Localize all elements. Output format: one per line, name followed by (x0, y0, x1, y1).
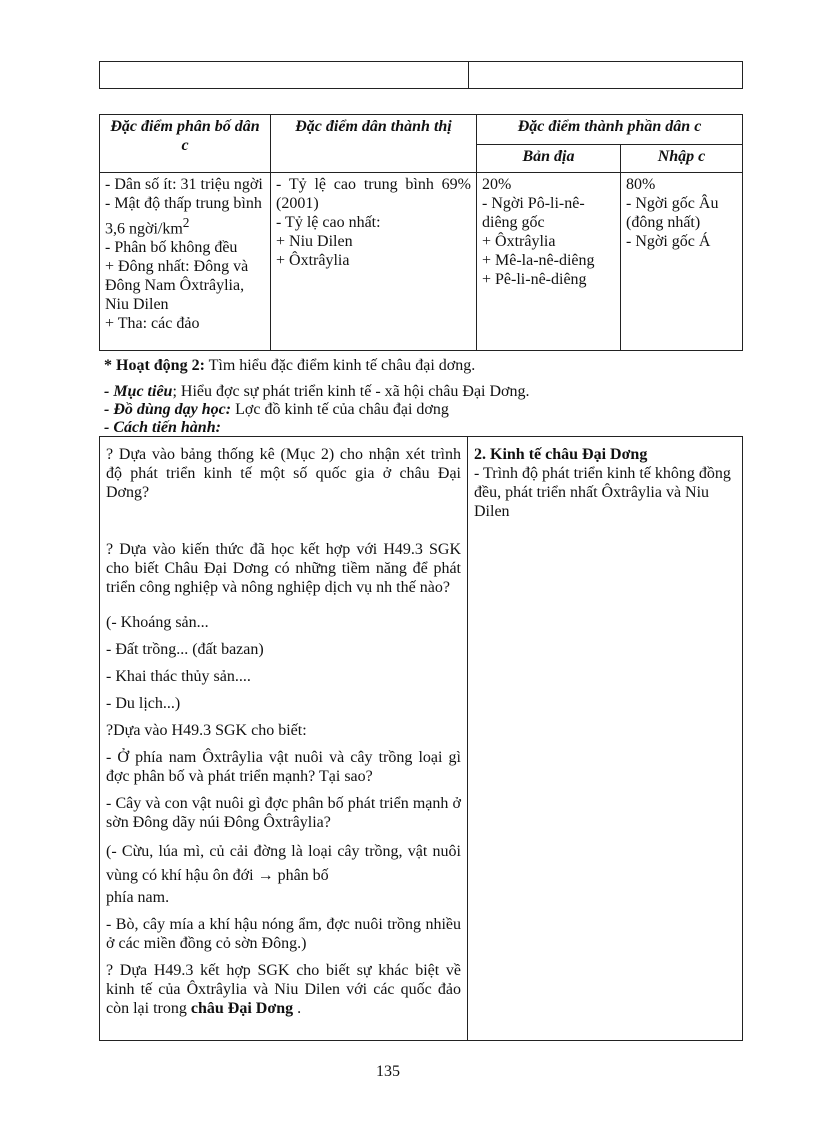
distribution-cell (100, 173, 271, 351)
answer-line: - Khai thác thủy sản.... (106, 668, 251, 685)
header-immigrant-text: Nhập c (657, 148, 706, 165)
question-4-end: . (293, 1000, 302, 1017)
native-line: + Ôxtrâylia (482, 233, 556, 250)
economy-title: 2. Kinh tế châu Đại Dơng (474, 446, 648, 463)
lesson-right-cell (468, 437, 743, 1041)
question-2: ? Dựa vào kiến thức đã học kết hợp với H49.3 SGK cho biết Châu Đại Dơng có những tiềm năng để phát triển công nghiệp và nông nghiệp dịch vụ nh thế nào? (106, 541, 461, 596)
question-3a: - Ở phía nam Ôxtrâylia vật nuôi và cây trồng loại gì đợc phân bố và phát triển mạnh? Tại sao? (106, 749, 461, 785)
question-4-text: ? Dựa H49.3 kết hợp SGK cho biết sự khác biệt về kinh tế của Ôxtrâylia và Niu Dilen với các quốc đảo còn lại trong (106, 962, 461, 1017)
economy-text: - Trình độ phát triển kinh tế không đồng đều, phát triển nhất Ôxtrâylia và Niu Dilen (474, 465, 731, 520)
activity-title-text: Tìm hiểu đặc điểm kinh tế châu đại dơng. (204, 357, 476, 374)
objective-text: ; Hiểu đợc sự phát triển kinh tế - xã hội châu Đại Dơng. (172, 383, 530, 400)
distribution-line: - Phân bố không đều (105, 239, 238, 257)
materials-label: - Đồ dùng dạy học: (104, 401, 232, 418)
urban-line: + Niu Dilen (276, 233, 353, 250)
materials-text: Lợc đồ kinh tế của châu đại dơng (231, 401, 449, 418)
activity-title-label: * Hoạt động 2: (104, 357, 205, 374)
immigrant-line: 80% (626, 176, 656, 193)
top-empty-table (99, 61, 743, 89)
top-empty-cell-left (100, 62, 469, 89)
lesson-table (99, 436, 743, 1041)
objective-label: - Mục tiêu (104, 383, 173, 400)
answer-3a-tail: phân bố (273, 867, 329, 884)
answer-3b: - Bò, cây mía a khí hậu nóng ẩm, đợc nuôi trồng nhiều ở các miền đồng cỏ sờn Đông.) (106, 916, 461, 952)
distribution-line: + Tha: các đảo (105, 315, 200, 333)
urban-cell (271, 173, 477, 351)
materials-line (104, 401, 744, 419)
question-4 (106, 961, 461, 1018)
header-native-text: Bản địa (522, 148, 575, 165)
native-line: + Pê-li-nê-diêng (482, 271, 587, 288)
answer-3a-end: phía nam. (106, 889, 170, 906)
native-line: + Mê-la-nê-diêng (482, 252, 595, 269)
immigrant-cell (621, 173, 743, 351)
urban-line: + Ôxtrâylia (276, 252, 350, 269)
question-3b: - Cây và con vật nuôi gì đợc phân bố phát triển mạnh ở sờn Đông dãy núi Đông Ôxtrâylia? (106, 795, 461, 831)
distribution-line: + Đông nhất: Đông và Đông Nam Ôxtrâylia, Niu Dilen (105, 258, 249, 314)
page-number: 135 (376, 1063, 400, 1080)
urban-line: - Tỷ lệ cao trung bình 69% (2001) (276, 176, 471, 212)
native-cell (477, 173, 621, 351)
question-1: ? Dựa vào bảng thống kê (Mục 2) cho nhận xét trình độ phát triển kinh tế một số quốc gia ở châu Đại Dơng? (106, 446, 461, 501)
distribution-line: - Mật độ thấp trung bình 3,6 ngời/$km^2$ (105, 195, 262, 238)
header-urban (271, 115, 477, 173)
header-urban-text: Đặc điểm dân thành thị (295, 118, 452, 135)
arrow-symbol: → (257, 867, 274, 884)
distribution-line: - Dân số ít: 31 triệu ngời (105, 176, 263, 193)
header-native (477, 145, 621, 173)
top-empty-cell-right (469, 62, 743, 89)
answer-line: (- Khoáng sản... (106, 614, 209, 631)
km-superscript: 2 (182, 215, 190, 230)
answer-line: - Du lịch...) (106, 695, 181, 712)
answer-3a (106, 840, 461, 888)
answer-line: - Đất trồng... (đất bazan) (106, 641, 264, 658)
header-distribution-text: Đặc điểm phân bố dân c (110, 118, 260, 154)
immigrant-line: - Ngời gốc Á (626, 233, 711, 250)
header-composition-text: Đặc điểm thành phần dân c (517, 118, 702, 135)
header-immigrant (621, 145, 743, 173)
native-line: 20% (482, 176, 512, 193)
procedure-line (104, 419, 744, 437)
urban-line: - Tỷ lệ cao nhất: (276, 214, 381, 231)
header-composition (477, 115, 743, 145)
procedure-label: - Cách tiến hành: (104, 419, 221, 436)
answer-3a-text: (- Cừu, lúa mì, củ cải đờng là loại cây trồng, vật nuôi vùng có khí hậu ôn đới (106, 843, 461, 884)
native-line: - Ngời Pô-li-nê-diêng gốc (482, 195, 585, 231)
question-3: ?Dựa vào H49.3 SGK cho biết: (106, 722, 307, 739)
activity-title (104, 357, 744, 375)
population-table (99, 114, 743, 351)
question-4-bold: châu Đại Dơng (190, 1000, 294, 1017)
header-distribution (100, 115, 271, 173)
lesson-left-cell (100, 437, 468, 1041)
immigrant-line: - Ngời gốc Âu (đông nhất) (626, 195, 719, 231)
objective-line (104, 383, 744, 401)
